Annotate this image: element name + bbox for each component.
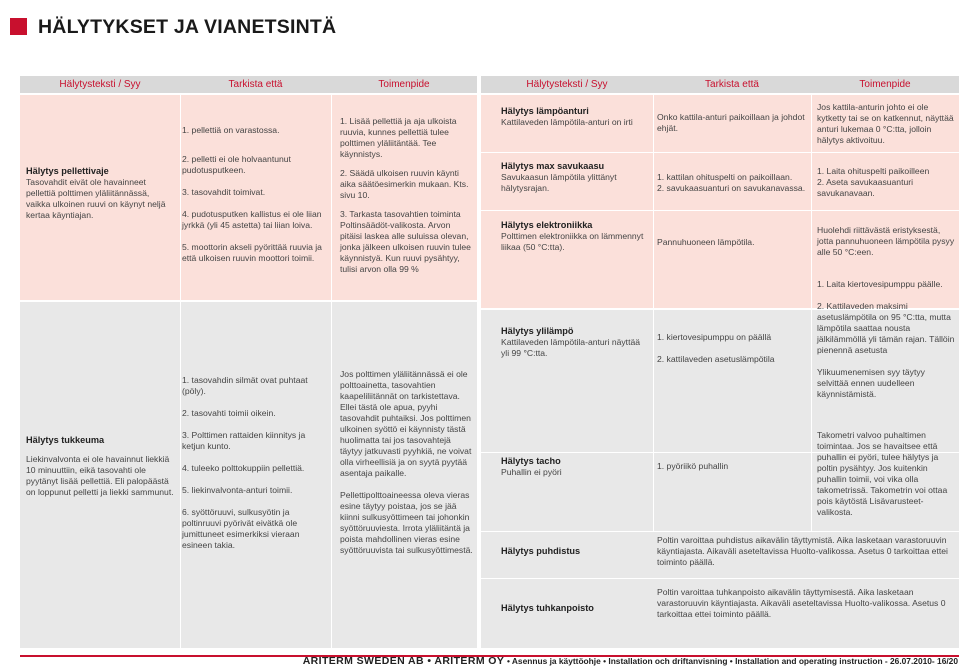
elektroniikka-check-cell — [657, 237, 807, 248]
alarm-table-right — [481, 76, 959, 648]
tukkeuma-action-cell — [340, 369, 473, 556]
elektroniikka-action-cell — [817, 225, 957, 258]
header-check: Tarkista että — [180, 76, 331, 93]
header-action: Toimenpide — [331, 76, 477, 93]
tacho-action-cell — [817, 430, 957, 518]
pellettivaje-description: Tasovahdit eivät ole havainneet pellettiä polttimen yläliitännässä, vaikka ulkoinen ruuvi on käynyt neljä kertaa käyntiajan. — [26, 177, 166, 220]
check-item: 4. pudotusputken kallistus ei ole liian jyrkkä (yli 45 astetta) tai liian loiva. — [182, 209, 322, 230]
savukaasu-check-cell — [657, 172, 807, 194]
action-item: 1. Laita ohituspelti paikoilleen — [817, 166, 930, 176]
footer — [303, 656, 958, 667]
alarm-name-tuhkanpoisto: Hälytys tuhkanpoisto — [501, 603, 594, 613]
check-item: 5. liekinvalvonta-anturi toimii. — [182, 485, 293, 495]
check-item: Pannuhuoneen lämpötila. — [657, 237, 755, 247]
check-item: 1. kiertovesipumppu on päällä — [657, 332, 772, 342]
elektroniikka-cause-cell — [501, 219, 649, 253]
action-item: 3. Tarkasta tasovahtien toiminta Poltinsäädöt-valikosta. Arvon pitäisi laskea alle suluissa olevan, jonka jälkeen ulkoisen ruuvin tulee käynnistyä. Kun ruuvi pysähtyy, tulisi arvon olla 99 % — [340, 209, 471, 274]
ylilampo-description: Kattilaveden lämpötila-anturi näyttää yli 99 °C:tta. — [501, 337, 641, 358]
check-item: 3. tasovahdit toimivat. — [182, 187, 266, 197]
tukkeuma-check-cell — [182, 375, 327, 551]
savukaasu-cause-cell — [501, 160, 649, 194]
check-item: 3. Polttimen rattaiden kiinnitys ja ketjun kunto. — [182, 430, 306, 451]
check-item: 1. kattilan ohituspelti on paikoillaan. — [657, 172, 793, 182]
check-item: 4. tuleeko polttokuppiin pellettiä. — [182, 463, 305, 473]
action-item: 2. Kattilaveden maksimi asetuslämpötila on 95 °C:tta, mutta lämpötila saattaa nousta jälkilämmöllä yli tämän rajan. Tällöin pienennä asetusta — [817, 301, 955, 355]
check-item: 5. moottorin akseli pyörittää ruuvia ja että ulkoisen ruuvin moottori toimii. — [182, 242, 322, 263]
pellettivaje-action-cell — [340, 116, 473, 275]
check-item: 2. tasovahti toimii oikein. — [182, 408, 276, 418]
header-alarm-text: Hälytysteksti / Syy — [481, 76, 653, 93]
action-item: 1. Lisää pellettiä ja aja ulkoista ruuvia, kunnes pellettiä tulee polttimen yläliitäntää. Tee käynnistys. — [340, 116, 457, 159]
tacho-cause-cell — [501, 455, 649, 478]
tuhkanpoisto-action-cell — [657, 587, 957, 620]
action-item: Takometri valvoo puhaltimen toimintaa. Jos se havaitsee että puhallin ei pyöri, tulee hälytys ja poltin pysähtyy. Jos kuitenkin puhallin toimii, voi vika olla takometrissä. Takometrin voi ottaa pois käytöstä Lisävarusteet-valikosta. — [817, 430, 948, 517]
action-item: Huolehdi riittävästä eristyksestä, jotta pannuhuoneen lämpötila pysyy alle 50 °C:een. — [817, 225, 955, 257]
check-item: 2. savukaasuanturi on savukanavassa. — [657, 183, 806, 193]
tukkeuma-description: Liekinvalvonta ei ole havainnut liekkiä 10 minuuttiin, eikä tasovahti ole pyytänyt lisää pellettiä. Eli palopäästä on loppunut pelletti ja liekki sammunut. — [26, 454, 174, 497]
check-item: 1. pyöriikö puhallin — [657, 461, 729, 471]
alarm-name-tukkeuma: Hälytys tukkeuma — [26, 435, 105, 445]
puhdistus-action-cell — [657, 535, 957, 568]
header-alarm-text: Hälytysteksti / Syy — [20, 76, 180, 93]
alarm-name-savukaasu: Hälytys max savukaasu — [501, 161, 605, 171]
action-item: 2. Aseta savukaasuanturi savukanavaan. — [817, 177, 914, 198]
page-title: HÄLYTYKSET JA VIANETSINTÄ — [38, 16, 337, 38]
action-item: Poltin varoittaa puhdistus aikavälin täyttymistä. Aika lasketaan varastoruuvin käyntiajasta. Aikaväli aseteltavissa Huolto-valikossa. Asetus 0 tarkoittaa ettei toiminto päällä. — [657, 535, 948, 567]
savukaasu-description: Savukaasun lämpötila ylittänyt hälytysrajan. — [501, 172, 617, 193]
action-item: 2. Säädä ulkoisen ruuvin käynti aika säätöesimerkin mukaan. Kts. sivu 10. — [340, 168, 469, 200]
alarm-name-elektroniikka: Hälytys elektroniikka — [501, 220, 593, 230]
action-item: 1. Laita kiertovesipumppu päälle. — [817, 279, 943, 289]
action-item: Jos kattila-anturin johto ei ole kytketty tai se on katkennut, näyttää anturi lukemaa 0 °C:tta, jolloin hälytys aktivoituu. — [817, 102, 954, 145]
header-action: Toimenpide — [811, 76, 959, 93]
action-item: Jos polttimen yläliitännässä ei ole polttoainetta, tasovahtien kaapeliliitännät on tarkistettava. Ellei tästä ole apua, pyyhi tasovahdit puhtaiksi. Jos polttimen ulkoinen syöttö ei käynnisty tästä huolimatta tai jos tasovahtejä täytyy jatkuvasti pyyhkiä, ne voivat olla virheellisiä ja on syytä pyytää asentaja paikalle. — [340, 369, 472, 478]
tukkeuma-cause-cell — [26, 434, 174, 498]
lampoanturi-action-cell — [817, 102, 957, 146]
action-item: Ylikuumenemisen syy täytyy selvittää ennen uudelleen käynnistämistä. — [817, 367, 925, 399]
savukaasu-action-cell — [817, 166, 957, 199]
footer-text: • Asennus ja käyttöohje • Installation och driftanvisning • Installation and operating instruction - 26.07.2010- 16/20 — [506, 656, 958, 666]
lampoanturi-cause-cell — [501, 105, 649, 128]
ylilampo-action-cell — [817, 279, 957, 400]
alarm-table-left — [20, 76, 477, 648]
check-item: Onko kattila-anturi paikoillaan ja johdot ehjät. — [657, 112, 805, 133]
alarm-name-puhdistus: Hälytys puhdistus — [501, 546, 581, 556]
check-item: 6. syöttöruuvi, sulkusyötin ja poltinruuvi pyörivät eivätkä ole jumittuneet esimerkiksi vieraan esineen takia. — [182, 507, 300, 550]
lampoanturi-check-cell — [657, 112, 805, 134]
alarm-name-lampoanturi: Hälytys lämpöanturi — [501, 106, 589, 116]
check-item: 2. pelletti ei ole holvaantunut pudotusputkeen. — [182, 154, 291, 175]
elektroniikka-description: Polttimen elektroniikka on lämmennyt liikaa (50 °C:tta). — [501, 231, 644, 252]
action-item: Poltin varoittaa tuhkanpoisto aikavälin täyttymisestä. Aika lasketaan varastoruuvin käyntiajasta. Aikaväli aseteltavissa Huolto-valikossa. Asetus 0 tarkoittaa ettei toiminto päällä. — [657, 587, 946, 619]
footer-brand: ARITERM SWEDEN AB • ARITERM OY — [302, 655, 505, 667]
header-check: Tarkista että — [653, 76, 811, 93]
ylilampo-check-cell — [657, 332, 807, 365]
tuhkanpoisto-cause-cell — [501, 602, 649, 618]
alarm-name-ylilampo: Hälytys ylilämpö — [501, 326, 574, 336]
puhdistus-cause-cell — [501, 545, 649, 561]
tacho-check-cell — [657, 461, 807, 472]
tacho-description: Puhallin ei pyöri — [501, 467, 562, 477]
check-item: 2. kattilaveden asetuslämpötila — [657, 354, 775, 364]
lampoanturi-description: Kattilaveden lämpötila-anturi on irti — [501, 117, 633, 127]
check-item: 1. pellettiä on varastossa. — [182, 125, 280, 135]
alarm-name-tacho: Hälytys tacho — [501, 456, 561, 466]
check-item: 1. tasovahdin silmät ovat puhtaat (pöly). — [182, 375, 308, 396]
pellettivaje-cause-cell — [26, 165, 174, 221]
alarm-name-pellettivaje: Hälytys pellettivaje — [26, 166, 109, 176]
pellettivaje-check-cell — [182, 125, 327, 264]
title-red-square — [10, 18, 27, 35]
ylilampo-cause-cell — [501, 325, 649, 359]
action-item: Pellettipolttoaineessa oleva vieras esine täytyy poistaa, jos se jää kiinni sulkusyöttimeen tai johonkin syöttöruuviesta. Irrota yläliitäntä ja poista mahdollinen vieras esine syöttöruuvista tai sulkusyöttimestä. — [340, 490, 473, 555]
